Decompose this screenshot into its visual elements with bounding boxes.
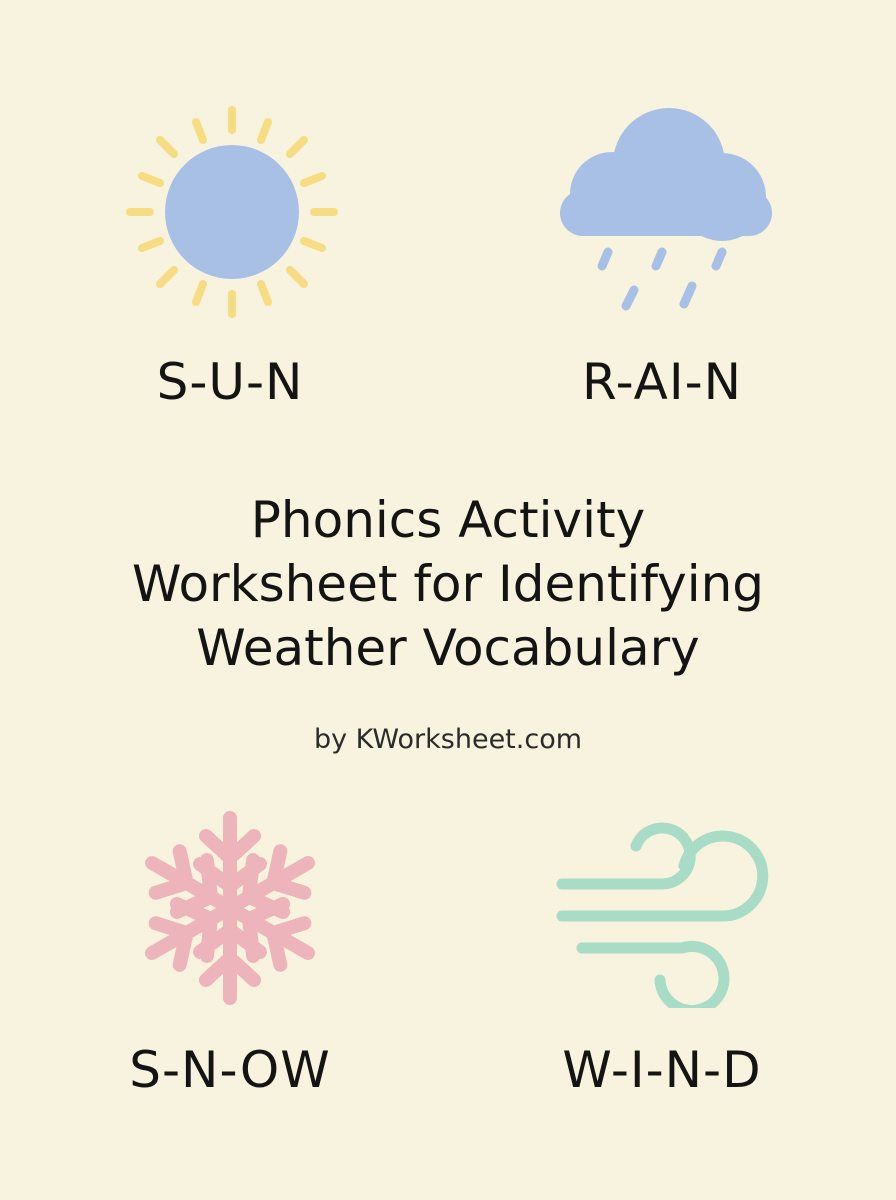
title-line-1: Phonics Activity — [250, 491, 646, 549]
word-snow: S-N-OW — [129, 1041, 331, 1099]
byline: by KWorksheet.com — [313, 724, 583, 755]
word-wind: W-I-N-D — [562, 1041, 762, 1099]
word-rain: R-AI-N — [581, 353, 743, 411]
wind-icon — [552, 818, 782, 1008]
rain-cloud-icon — [552, 100, 782, 330]
title-line-2: Worksheet for Identifying — [131, 555, 765, 613]
page-title — [40, 488, 856, 680]
sun-icon — [120, 100, 344, 324]
title-line-3: Weather Vocabulary — [196, 619, 700, 677]
word-sun: S-U-N — [156, 353, 304, 411]
snowflake-icon — [130, 808, 330, 1008]
